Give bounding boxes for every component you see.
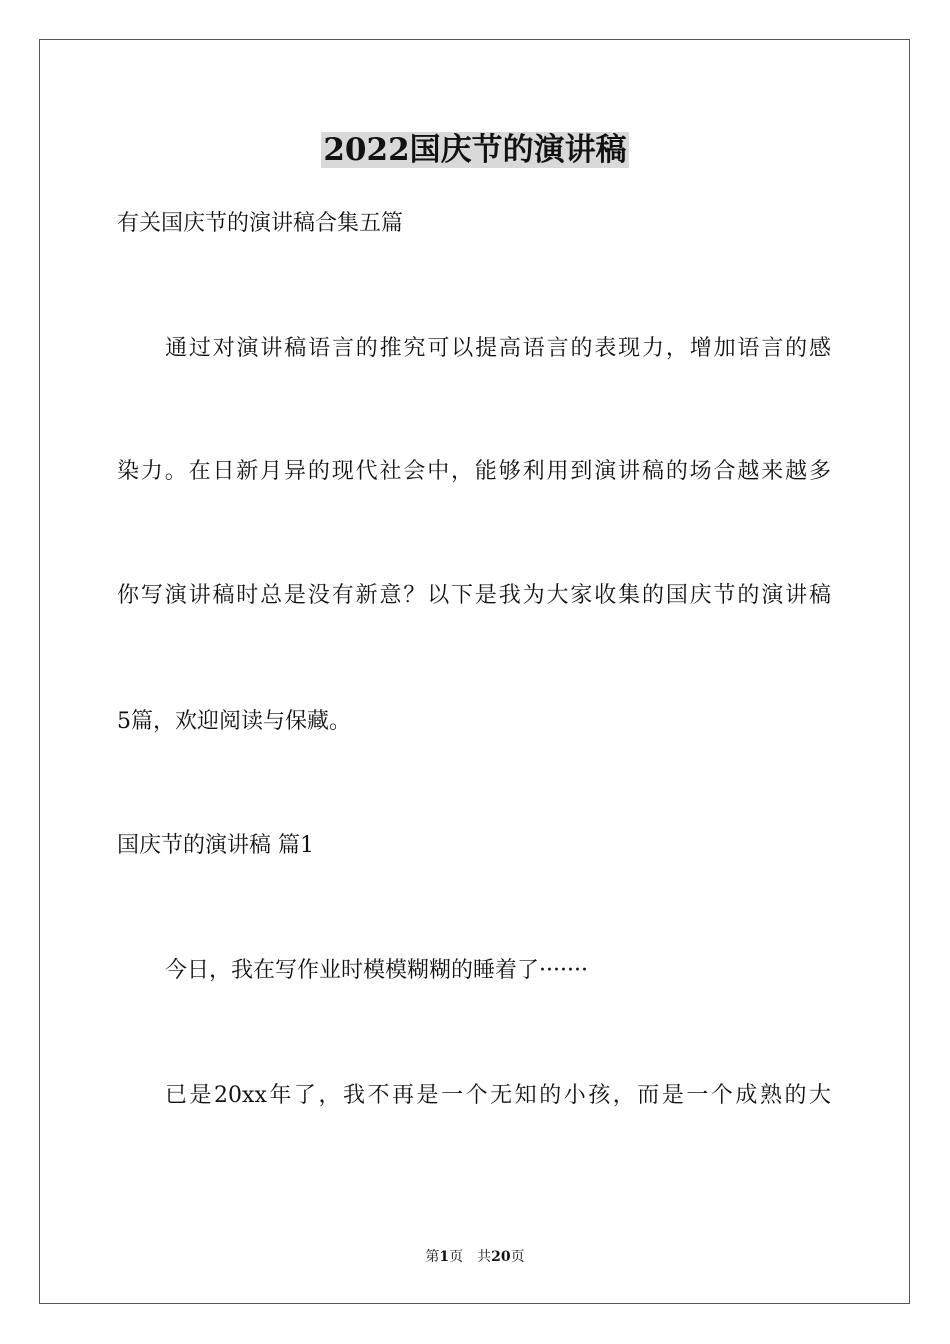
document-title-text: 2022国庆节的演讲稿 <box>323 132 627 168</box>
document-subtitle: 有关国庆节的演讲稿合集五篇 <box>117 211 404 236</box>
intro-line-1: 通过对演讲稿语言的推究可以提高语言的表现力，增加语言的感 <box>165 336 831 361</box>
document-title <box>0 127 950 173</box>
footer-page-suffix: 页 <box>449 1249 464 1265</box>
page-footer <box>0 1248 950 1266</box>
footer-total-prefix: 共 <box>477 1249 492 1265</box>
section-heading: 国庆节的演讲稿 篇1 <box>117 833 314 858</box>
body-line-1: 今日，我在写作业时模模糊糊的睡着了······· <box>165 958 588 983</box>
footer-total-suffix: 页 <box>510 1249 525 1265</box>
intro-line-2: 染力。在日新月异的现代社会中，能够利用到演讲稿的场合越来越多 <box>117 459 831 484</box>
intro-line-4: 5篇，欢迎阅读与保藏。 <box>117 709 351 734</box>
intro-line-3: 你写演讲稿时总是没有新意？以下是我为大家收集的国庆节的演讲稿 <box>117 583 831 608</box>
body-line-2: 已是20xx年了，我不再是一个无知的小孩，而是一个成熟的大 <box>165 1083 831 1108</box>
footer-page-prefix: 第 <box>425 1249 440 1265</box>
footer-total-pages: 20 <box>491 1249 511 1265</box>
footer-page-number: 1 <box>439 1249 450 1265</box>
